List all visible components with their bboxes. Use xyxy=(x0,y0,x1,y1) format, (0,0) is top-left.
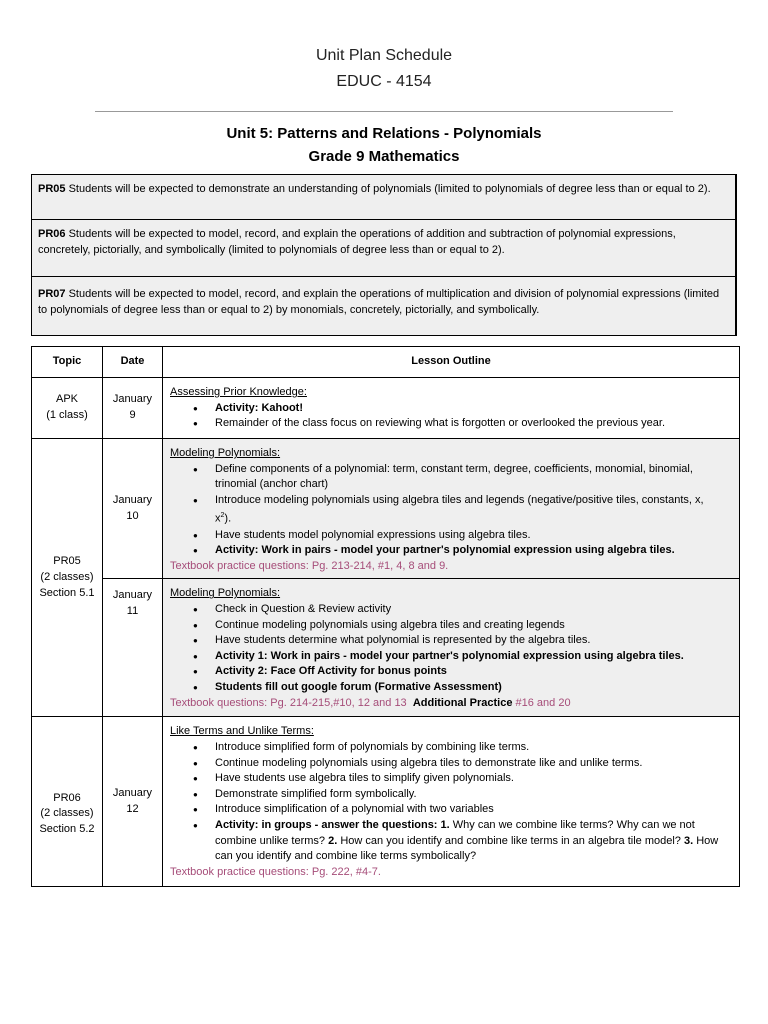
list-item: ● Introduce simplification of a polynomial with two variables xyxy=(215,802,733,818)
list-item: ● Have students use algebra tiles to simplify given polynomials. xyxy=(215,771,733,787)
outline-cell xyxy=(163,378,740,439)
list-item: ● Continue modeling polynomials using algebra tiles to demonstrate like and unlike terms. xyxy=(215,756,733,772)
list-item: ● Demonstrate simplified form symbolically. xyxy=(215,787,733,803)
table-row-apk xyxy=(32,378,740,439)
topic-cell xyxy=(32,717,103,887)
homework-note: Textbook practice questions: Pg. 213-214, #1, 4, 8 and 9. xyxy=(170,559,449,572)
topic-classes: (2 classes) xyxy=(40,807,94,820)
date-day: 10 xyxy=(126,509,139,522)
lesson-bullet-list xyxy=(170,602,733,696)
outcome-pr06 xyxy=(31,219,737,277)
outline-cell xyxy=(163,439,740,579)
math-term: x xyxy=(215,513,221,526)
outcome-code: PR06 xyxy=(38,228,66,240)
outcomes-list xyxy=(31,174,737,336)
list-item: ● Students fill out google forum (Formative Assessment) xyxy=(215,680,733,696)
list-item: ● Have students determine what polynomial is represented by the algebra tiles. xyxy=(215,633,733,649)
outcome-pr07 xyxy=(31,276,737,336)
list-item: ● Introduce simplified form of polynomials by combining like terms. xyxy=(215,740,733,756)
list-item: ● Remainder of the class focus on reviewing what is forgotten or overlooked the previous year. xyxy=(215,416,733,432)
list-item: ● Activity 1: Work in pairs - model your partner's polynomial expression using algebra tiles. xyxy=(215,649,733,665)
lesson-bullet-list xyxy=(170,740,733,865)
date-month: January xyxy=(112,494,153,507)
date-month: January xyxy=(112,589,153,602)
date-day: 9 xyxy=(129,409,136,421)
homework-note xyxy=(170,696,733,712)
lesson-section-title: Like Terms and Unlike Terms: xyxy=(170,725,314,738)
column-header-date: Date xyxy=(103,347,163,378)
list-item: ● Check in Question & Review activity xyxy=(215,602,733,618)
topic-classes: (1 class) xyxy=(46,409,88,421)
list-item: ● Activity 2: Face Off Activity for bonus points xyxy=(215,664,733,680)
outline-cell xyxy=(163,579,740,717)
question-text: Why can we combine like terms? Why can we not combine unlike terms? xyxy=(215,818,695,847)
table-header-row xyxy=(32,347,740,378)
date-day: 11 xyxy=(126,605,139,617)
topic-label: PR06 xyxy=(53,791,81,804)
course-code: EDUC - 4154 xyxy=(336,73,432,90)
question-text: How can you identify and combine like terms symbolically? xyxy=(215,834,719,863)
date-month: January xyxy=(112,787,153,800)
lesson-section-title: Modeling Polynomials: xyxy=(170,447,281,459)
lesson-bullet-list xyxy=(170,401,733,432)
lesson-section-title: Assessing Prior Knowledge: xyxy=(170,386,307,398)
table-row-pr06 xyxy=(32,717,740,887)
outline-cell xyxy=(163,717,740,887)
list-item: ● Define components of a polynomial: term, constant term, degree, coefficients, monomial, binomial, trinomial (anchor chart) xyxy=(215,462,733,493)
list-item-text: Introduce modeling polynomials using algebra tiles and legends (negative/positive tiles, constants, x, xyxy=(215,493,704,506)
topic-classes: (2 classes) xyxy=(40,570,94,583)
list-item xyxy=(215,818,733,865)
date-cell xyxy=(103,378,163,439)
outcome-text: Students will be expected to demonstrate an understanding of polynomials (limited to polynomials of degree less than or equal to 2). xyxy=(65,183,711,195)
activity-lead: Activity: in groups - answer the questions: 1. xyxy=(215,818,450,831)
list-item: ● Activity: Work in pairs - model your partner's polynomial expression using algebra tiles. xyxy=(215,543,733,559)
homework-text: Textbook questions: Pg. 214-215,#10, 12 and 13 xyxy=(170,696,407,709)
topic-cell xyxy=(32,439,103,717)
date-day: 12 xyxy=(126,802,139,815)
grade-title: Grade 9 Mathematics xyxy=(308,148,460,165)
exponent: 2 xyxy=(220,512,225,520)
topic-section: Section 5.1 xyxy=(39,586,95,599)
lesson-section-title: Modeling Polynomials: xyxy=(170,587,281,600)
topic-label: APK xyxy=(55,393,78,406)
list-item: ● Activity: Kahoot! xyxy=(215,401,733,417)
date-cell xyxy=(103,579,163,717)
list-item: ● Have students model polynomial expressions using algebra tiles. xyxy=(215,528,733,544)
list-item-tail: ). xyxy=(224,513,232,526)
column-header-topic: Topic xyxy=(32,347,103,378)
outcome-text: Students will be expected to model, record, and explain the operations of addition and subtraction of polynomial expressions, concretely, pictorially, and symbolically (limited to polynomials of degree less than or equal to 2). xyxy=(38,228,676,256)
outcome-code: PR05 xyxy=(38,183,66,195)
question-text: How can you identify and combine like terms in an algebra tile model? xyxy=(337,834,684,847)
list-item: ● Continue modeling polynomials using algebra tiles and creating legends xyxy=(215,618,733,634)
table-row-pr05-lesson2 xyxy=(32,579,740,717)
additional-practice-numbers: #16 and 20 xyxy=(515,696,571,709)
homework-note: Textbook practice questions: Pg. 222, #4-7. xyxy=(170,865,381,878)
column-header-outline: Lesson Outline xyxy=(163,347,740,378)
outcome-pr05 xyxy=(31,174,737,220)
document-title: Unit Plan Schedule xyxy=(315,47,453,64)
additional-practice-label: Additional Practice xyxy=(412,696,513,709)
topic-label: PR05 xyxy=(53,555,81,568)
topic-section: Section 5.2 xyxy=(39,822,95,835)
date-month: January xyxy=(112,393,153,406)
unit-title: Unit 5: Patterns and Relations - Polynomials xyxy=(226,125,542,142)
question-number: 2. xyxy=(328,834,338,847)
table-row-pr05-lesson1 xyxy=(32,439,740,579)
date-cell xyxy=(103,717,163,887)
date-cell xyxy=(103,439,163,579)
outcome-code: PR07 xyxy=(38,288,66,300)
lesson-schedule-table xyxy=(31,346,740,887)
outcome-text: Students will be expected to model, record, and explain the operations of multiplication and division of polynomial expressions (limited to polynomials of degree less than or equal to 2) by monomials, concretely, pictorially, and symbolically. xyxy=(38,288,720,316)
lesson-bullet-list xyxy=(170,462,733,559)
header-divider xyxy=(95,111,673,112)
topic-cell xyxy=(32,378,103,439)
question-number: 3. xyxy=(683,834,694,847)
list-item xyxy=(215,493,733,528)
